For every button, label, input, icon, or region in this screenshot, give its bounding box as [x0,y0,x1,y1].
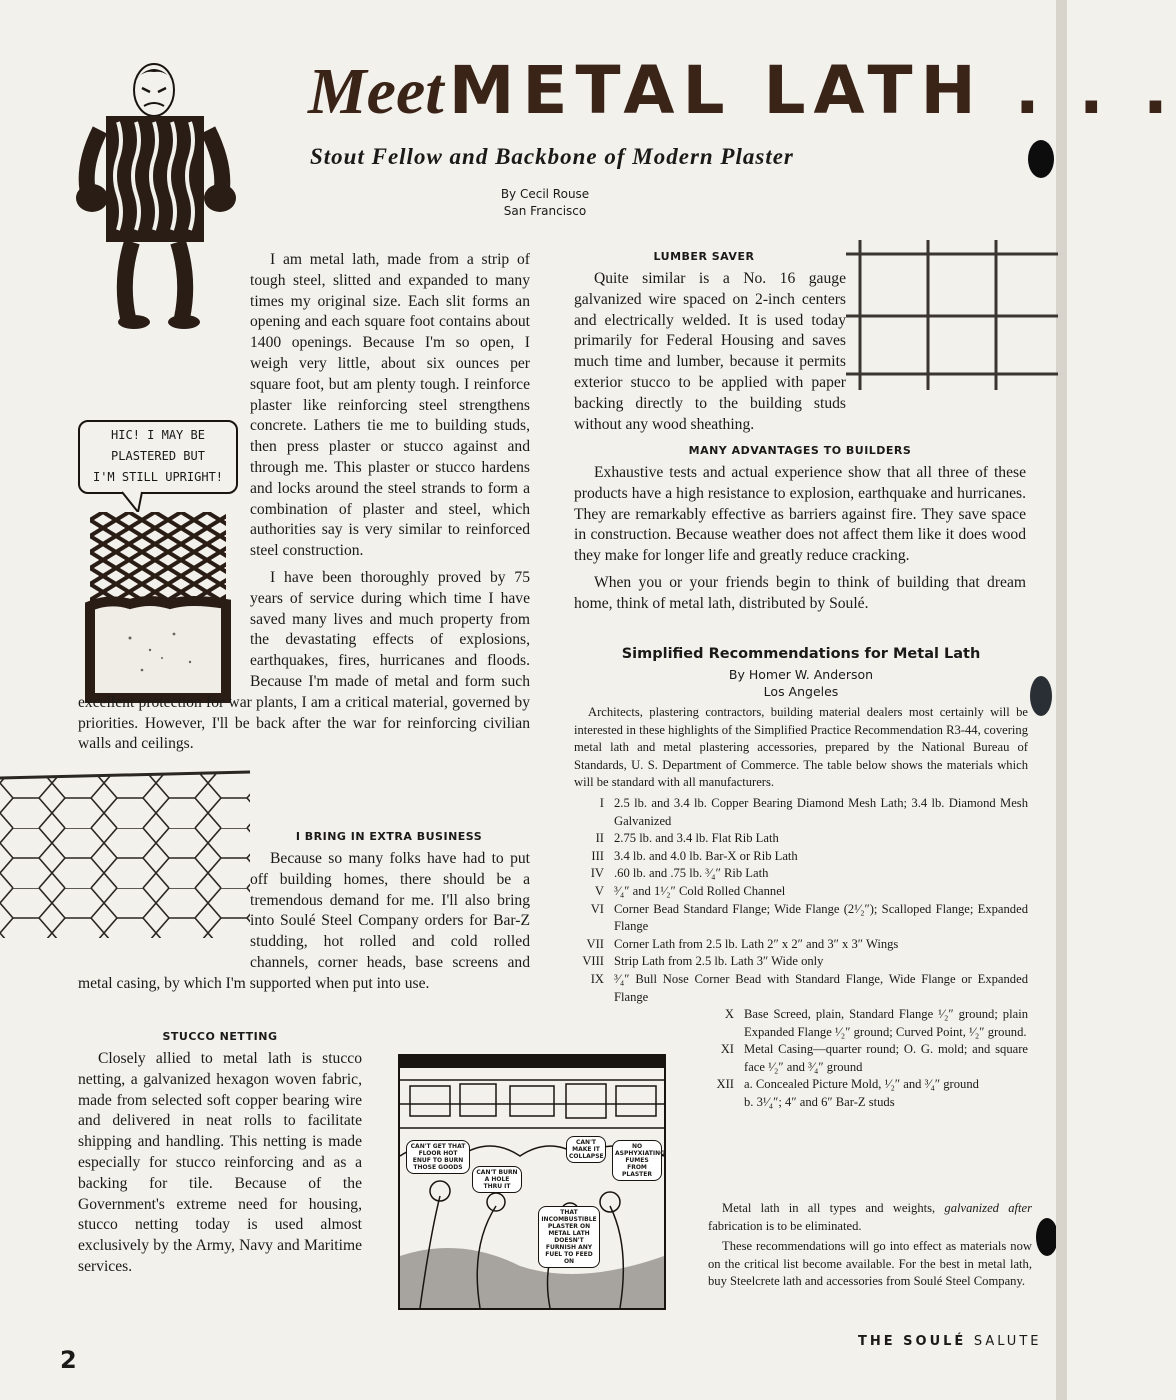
page-number: 2 [60,1346,77,1374]
cartoon-bubble: CAN'T GET THAT FLOOR HOT ENUF TO BURN THOSE GOODS [406,1140,470,1174]
paragraph-text: I have been thoroughly proved by 75 years of service during which time I have saved many lives and much property from the devastating effects of explosions, earthquakes, fires, hurricanes and floods. Because I'm made of metal and form such excellent protection for war plants, I am a critical material, governed by priorities. However, I'll be back after the war for reinforcing civilian walls and ceilings. [78,568,530,753]
paragraph-text: Because so many folks have had to put off building homes, there should be a tremendous demand for me. I'll also bring into Soulé Steel Company orders for Bar-Z studding, hot rolled and cold rolled channels, corner heads, base screens and metal casing, by which I'm supported when put into use. [78,850,530,992]
cartoon-bubble: NO ASPHYXIATING FUMES FROM PLASTER [612,1140,662,1181]
paragraph-text: Architects, plastering contractors, building material dealers most certainly will be interested in these highlights of the Simplified Practice Recommendation R3-44, covering metal lath and metal plastering accessories, prepared by the National Bureau of Standards, U. S. Department of Commerce. The table below shows the materials which will be standard with all manufacturers. [574,705,1028,790]
recommendation-text: 3.4 lb. and 4.0 lb. Bar-X or Rib Lath [614,848,798,863]
paragraph-text: Exhaustive tests and actual experience show that all three of these products have a high resistance to explosion, earthquake and hurricanes. They are remarkably effective as barriers against fire. They save space in construction. Because weather does not affect them like it does wood they make for longer life and greatly reduce cracking. [574,464,1026,565]
recommendation-item [574,1006,1028,1041]
cartoon-bubble: THAT INCOMBUSTIBLE PLASTER ON METAL LATH DOESN'T FURNISH ANY FUEL TO FEED ON [538,1206,600,1268]
section-heading: MANY ADVANTAGES TO BUILDERS [688,444,912,457]
recommendation-item [574,936,1028,954]
recommendation-number: V [594,883,604,898]
recommendation-text: a. Concealed Picture Mold, ¹⁄₂″ and ³⁄₄″ ground [744,1077,979,1092]
recommendation-text: Corner Lath from 2.5 lb. Lath 2″ x 2″ and 3″ x 3″ Wings [614,936,899,951]
note-text: Metal lath in all types and weights, [722,1201,945,1215]
recommendation-item [574,953,1028,971]
publication-name-plain: THE SOULÉ [858,1334,967,1349]
punch-hole-top [1028,140,1054,178]
publication-name [858,1334,1041,1349]
recommendation-text: .60 lb. and .75 lb. ³⁄₄″ Rib Lath [614,866,769,881]
paragraph-text: I am metal lath, made from a strip of tough steel, slitted and expanded to many times my original size. Each slit forms an opening and each square foot contains about 1400 openings. Because I'm so open, I weigh very little, about six ounces per square foot, but am plenty tough. I reinforce plaster like reinforcing steel strengthens concrete. Lathers tie me to building studs, then press plaster or stucco against and through me. This plaster or stucco hardens and locks around the steel strands to form a combination of plaster and steel, which authorities say is very similar to reinforced steel construction. [250,251,530,560]
recommendation-number: II [595,831,604,846]
title-prefix: Meet [308,55,444,128]
section-heading: I BRING IN EXTRA BUSINESS [295,830,483,843]
page-title [308,52,1176,132]
page-subtitle: Stout Fellow and Backbone of Modern Plaster [310,144,794,169]
sidebar-intro [574,704,1028,792]
recommendation-text: 2.75 lb. and 3.4 lb. Flat Rib Lath [614,831,779,846]
stucco-netting-section [78,1030,362,1284]
section-body [78,1049,362,1278]
recommendation-item [574,1041,1028,1076]
advantages-section [574,444,1026,621]
recommendation-number: VIII [582,954,604,969]
sidebar-title: Simplified Recommendations for Metal Lath [621,646,981,662]
recommendation-text: Corner Bead Standard Flange; Wide Flange (2¹⁄₂″); Scalloped Flange; Expanded Flange [614,901,1028,934]
recommendation-number: VI [590,901,604,916]
byline-author: By Cecil Rouse [500,187,590,201]
section-body [78,849,530,995]
sidebar-note [708,1200,1032,1235]
recommendation-item [574,830,1028,848]
recommendation-text: Strip Lath from 2.5 lb. Lath 3″ Wide only [614,954,824,969]
recommendation-item [574,883,1028,901]
recommendation-item [574,1094,1028,1112]
sidebar-author: By Homer W. Anderson [728,667,874,682]
sidebar-notes [708,1200,1032,1294]
recommendations-sidebar [574,646,1028,1112]
recommendation-text: 2.5 lb. and 3.4 lb. Copper Bearing Diamond Mesh Lath; 3.4 lb. Diamond Mesh Galvanized [614,795,1028,828]
recommendation-number: IV [590,866,604,881]
recommendations-list [574,795,1028,1112]
recommendation-item [574,901,1028,936]
illustration-wrap-spacer [78,849,250,953]
page-edge-shadow [1056,0,1067,1400]
recommendation-text: Metal Casing—quarter round; O. G. mold; and square face ¹⁄₂″ and ³⁄₄″ ground [744,1042,1028,1074]
speech-bubble-line: HIC! I MAY BE [111,428,205,442]
recommendation-number: I [599,795,604,810]
cartoon-bubble: CAN'T MAKE IT COLLAPSE [566,1136,606,1163]
section-body [574,269,1026,435]
recommendation-number: III [591,848,604,863]
section-heading: STUCCO NETTING [162,1030,278,1043]
recommendation-item [574,971,1028,1006]
recommendation-item [574,848,1028,866]
article-paragraph-1 [78,250,530,761]
illustration-wrap-spacer [78,596,250,676]
title-main: METAL LATH . . . [448,52,1176,129]
recommendation-item [574,865,1028,883]
paragraph-text: Closely allied to metal lath is stucco netting, a galvanized hexagon woven fabric, made from selected soft copper bearing wire and delivered in neat rolls to facilitate shipping and handling. This netting is made especially for stucco reinforcing and as a backing for tile. Because of the Government's extreme need for housing, stucco netting today is used almost exclusively by the Army, Navy and Maritime services. [78,1050,362,1275]
recommendation-number: XI [720,1042,734,1057]
recommendation-number: VII [586,936,604,951]
recommendation-text: ³⁄₄″ and 1¹⁄₂″ Cold Rolled Channel [614,883,786,898]
speech-bubble-line: I'M STILL UPRIGHT! [92,470,224,484]
note-text-italic: galvanized after [944,1201,1032,1215]
lumber-saver-section [574,250,1026,441]
note-text: fabrication is to be eliminated. [708,1218,862,1233]
punch-hole-middle [1030,676,1052,716]
recommendation-number: XII [716,1077,734,1092]
paragraph-text: Quite similar is a No. 16 gauge galvanized wire spaced on 2-inch centers and electrically welded. It is used today primarily for Federal Housing and saves much time and lumber, because it permits exterior stucco to be applied with paper backing directly to the building studs without any wood sheathing. [574,270,846,433]
paragraph-text: When you or your friends begin to think of building that dream home, think of metal lath, distributed by Soulé. [574,573,1026,612]
recommendation-item [574,795,1028,830]
extra-business-section [78,830,530,1001]
recommendation-item [574,1076,1028,1094]
recommendation-text: ³⁄₄″ Bull Nose Corner Bead with Standard Flange, Wide Flange or Expanded Flange [614,971,1028,1004]
section-heading: LUMBER SAVER [653,250,755,263]
recommendation-text: b. 3¹⁄₄″; 4″ and 6″ Bar-Z studs [744,1095,895,1110]
byline-location: San Francisco [503,204,587,218]
illustration-wrap-spacer [78,418,250,596]
section-body [574,463,1026,615]
illustration-wrap-spacer [846,269,1026,399]
punch-hole-bottom [1036,1218,1058,1256]
recommendation-number [704,1094,744,1112]
recommendation-number: X [724,1007,734,1022]
recommendation-text: Base Screed, plain, Standard Flange ¹⁄₂″ ground; plain Expanded Flange ¹⁄₂″ ground; Curved Point, ¹⁄₂″ ground. [744,1007,1028,1039]
publication-name-accent: SALUTE [973,1334,1042,1349]
sidebar-location: Los Angeles [763,684,839,699]
cartoon-bubble: CAN'T BURN A HOLE THRU IT [472,1166,522,1193]
byline [480,186,610,220]
speech-bubble-line: PLASTERED BUT [111,449,205,463]
sidebar-note: These recommendations will go into effect as materials now on the critical list become available. For the best in metal lath, buy Steelcrete lath and accessories from Soulé Steel Company. [708,1239,1032,1289]
illustration-wrap-spacer [78,250,250,358]
recommendation-number: IX [590,971,604,986]
